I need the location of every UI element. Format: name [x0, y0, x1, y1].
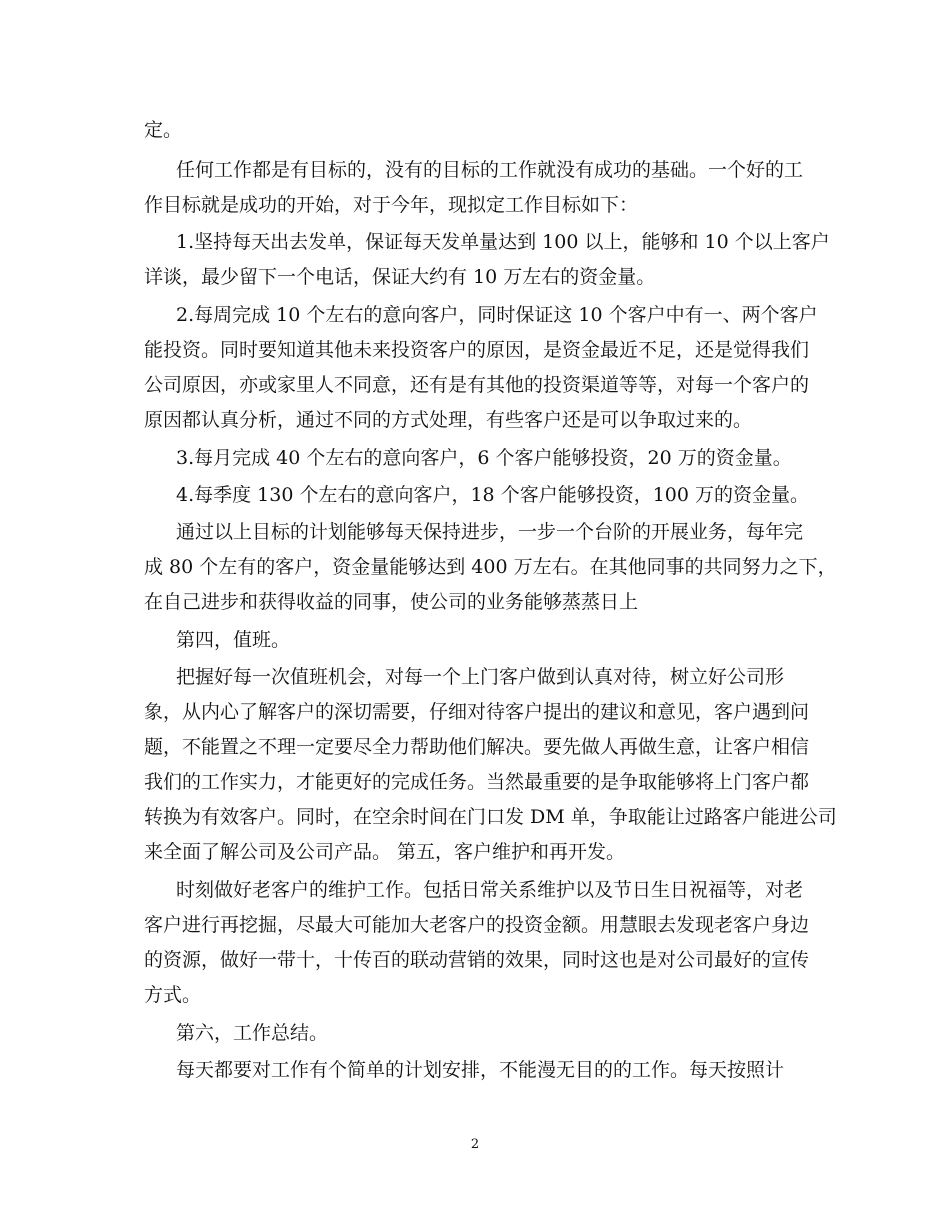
text-line: 的资源，做好一带十，十传百的联动营销的效果，同时这也是对公司最好的宣传 — [144, 949, 810, 971]
text-line: 能投资。同时要知道其他未来投资客户的原因，是资金最近不足，还是觉得我们 — [144, 339, 810, 361]
text-line: 题，不能置之不理一定要尽全力帮助他们解决。要先做人再做生意，让客户相信 — [144, 736, 810, 758]
text-line: 客户进行再挖掘，尽最大可能加大老客户的投资金额。用慧眼去发现老客户身边 — [144, 914, 810, 936]
text-line: 1.坚持每天出去发单，保证每天发单量达到 100 以上，能够和 10 个以上客户 — [176, 231, 830, 253]
text-line: 把握好每一次值班机会，对每一个上门客户做到认真对待，树立好公司形 — [176, 666, 785, 688]
text-line: 成 80 个左有的客户，资金量能够达到 400 万左右。在其他同事的共同努力之下， — [144, 556, 837, 578]
text-line: 详谈，最少留下一个电话，保证大约有 10 万左右的资金量。 — [144, 266, 656, 288]
text-line: 方式。 — [144, 984, 202, 1006]
page-number: 2 — [470, 1137, 480, 1152]
section-heading: 第六，工作总结。 — [176, 1022, 329, 1044]
text-line: 我们的工作实力，才能更好的完成任务。当然最重要的是争取能够将上门客户都 — [144, 771, 810, 793]
text-line: 作目标就是成功的开始，对于今年，现拟定工作目标如下： — [144, 194, 639, 216]
text-line: 象，从内心了解客户的深切需要，仔细对待客户提出的建议和意见，客户遇到问 — [144, 701, 810, 723]
text-line: 公司原因，亦或家里人不同意，还有是有其他的投资渠道等等，对每一个客户的 — [144, 374, 810, 396]
text-line: 通过以上目标的计划能够每天保持进步，一步一个台阶的开展业务，每年完 — [176, 521, 804, 543]
text-line: 4.每季度 130 个左右的意向客户，18 个客户能够投资，100 万的资金量。 — [176, 484, 809, 506]
text-line: 时刻做好老客户的维护工作。包括日常关系维护以及节日生日祝福等，对老 — [176, 879, 804, 901]
section-heading: 第四，值班。 — [176, 629, 291, 651]
text-line: 任何工作都是有目标的，没有的目标的工作就没有成功的基础。一个好的工 — [176, 159, 804, 181]
text-line: 来全面了解公司及公司产品。 第五，客户维护和再开发。 — [144, 841, 626, 863]
text-line: 原因都认真分析，通过不同的方式处理，有些客户还是可以争取过来的。 — [144, 409, 753, 431]
text-line: 在自己进步和获得收益的同事，使公司的业务能够蒸蒸日上 — [144, 591, 639, 613]
text-line: 3.每月完成 40 个左右的意向客户，6 个客户能够投资，20 万的资金量。 — [176, 447, 792, 469]
text-line: 转换为有效客户。同时，在空余时间在门口发 DM 单，争取能让过路客户能进公司 — [144, 806, 837, 828]
text-line: 每天都要对工作有个简单的计划安排，不能漫无目的的工作。每天按照计 — [176, 1059, 785, 1081]
text-line: 2.每周完成 10 个左右的意向客户，同时保证这 10 个客户中有一、两个客户 — [176, 304, 818, 326]
text-line: 定。 — [144, 119, 183, 141]
